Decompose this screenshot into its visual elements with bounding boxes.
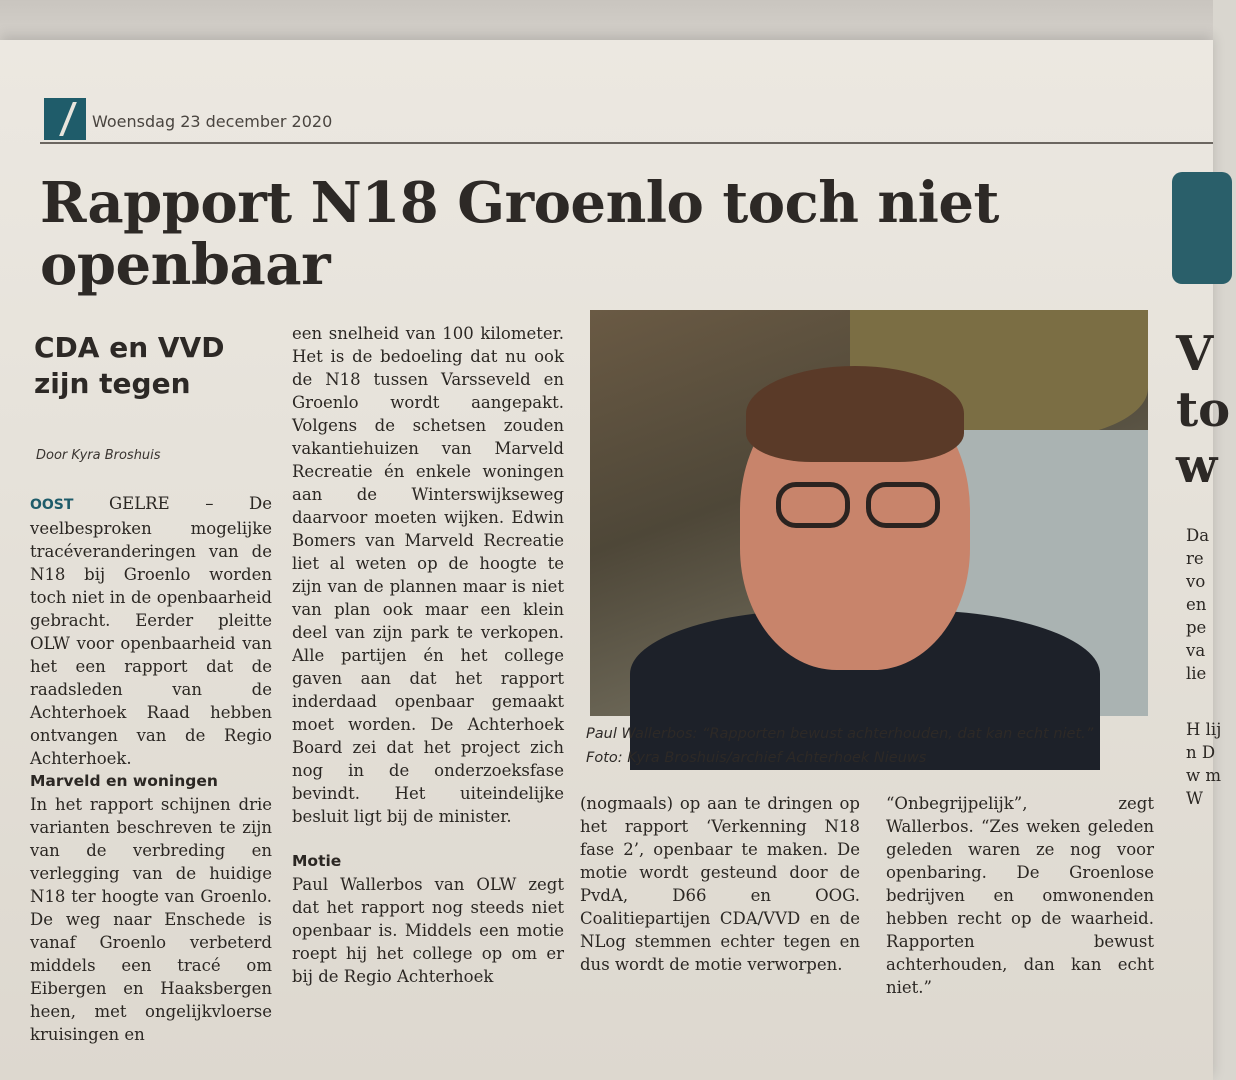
- lead-text: GELRE – De veelbesproken mogelijke tracéveranderingen van de N18 bij Groenlo worden toch niet in de openbaarheid gebracht. Eerder pleitte OLW voor openbaarheid van het een rapport dat de raadsleden van de Achterhoek Raad hebben ontvangen van de Regio Achterhoek.: [30, 494, 272, 768]
- page-fold: [0, 0, 1213, 40]
- byline: Door Kyra Broshuis: [36, 448, 161, 463]
- lead-place: OOST: [30, 497, 74, 513]
- intertitle: Motie: [292, 852, 342, 870]
- column-2: [292, 322, 564, 988]
- caption-credit: Foto: Kyra Broshuis/archief Achterhoek Nieuws: [586, 750, 927, 766]
- intertitle: Marveld en woningen: [30, 772, 218, 790]
- body-paragraph: een snelheid van 100 kilometer. Het is de bedoeling dat nu ook de N18 tussen Varsseveld en Groenlo wordt aangepakt. Volgens de schetsen zouden vakantiehuizen van Marveld Recreatie én enkele woningen aan de Winterswijkseweg daarvoor moeten wijken. Edwin Bomers van Marveld Recreatie liet al weten op de hoogte te zijn van de plannen maar is niet van plan ook maar een klein deel van zijn park te verkopen. Alle partijen én het college gaven aan dat het rapport inderdaad openbaar gemaakt moet worden. De Achterhoek Board zei dat het project zich nog in de onderzoeksfase bevindt. Het uiteindelijke besluit ligt bij de minister.: [292, 324, 564, 826]
- newspaper-logo: [44, 98, 86, 140]
- side-article-text: H lij n D w m W: [1186, 720, 1222, 808]
- hair: [746, 366, 964, 462]
- photo-caption: [586, 722, 1166, 770]
- body-paragraph: Paul Wallerbos van OLW zegt dat het rapport nog steeds niet openbaar is. Middels een motie roept hij het college op om er bij de Regio Achterhoek: [292, 875, 564, 986]
- glasses-right: [866, 482, 940, 528]
- next-article-tab: [1172, 172, 1232, 284]
- lead-paragraph: [30, 492, 272, 770]
- portrait-photo: [590, 310, 1148, 716]
- body-paragraph: “Onbegrijpelijk”, zegt Wallerbos. “Zes weken geleden geleden waren ze nog voor openbaring. De Groenlose bedrijven en omwonenden hebben recht op de waarheid. Rapporten bewust achterhouden, dan kan echt niet.”: [886, 794, 1154, 997]
- column-3: [580, 792, 860, 976]
- caption-quote: Paul Wallerbos: “Rapporten bewust achterhouden, dat kan echt niet.”: [586, 726, 1094, 742]
- header-rule: [40, 142, 1213, 144]
- dateline: Woensdag 23 december 2020: [92, 112, 333, 131]
- headline: Rapport N18 Groenlo toch niet openbaar: [40, 170, 999, 298]
- body-paragraph: (nogmaals) op aan te dringen op het rapport ‘Verkenning N18 fase 2’, openbaar te maken. De motie wordt gesteund door de PvdA, D66 en OOG. Coalitiepartijen CDA/VVD en de NLog stemmen echter tegen en dus wordt de motie verworpen.: [580, 794, 860, 974]
- glasses-left: [776, 482, 850, 528]
- column-1: [30, 492, 272, 1046]
- subheadline: CDA en VVD zijn tegen: [34, 331, 225, 400]
- side-article-heading: V to w: [1176, 326, 1231, 494]
- body-paragraph: In het rapport schijnen drie varianten beschreven te zijn van de verbreding en verlegging van de huidige N18 ter hoogte van Groenlo. De weg naar Enschede is vanaf Groenlo verbeterd middels een tracé om Eibergen en Haaksbergen heen, met ongelijkvloerse kruisingen en: [30, 795, 272, 1044]
- column-4: [886, 792, 1154, 999]
- side-article-text: Da re vo en pe va lie: [1186, 526, 1210, 683]
